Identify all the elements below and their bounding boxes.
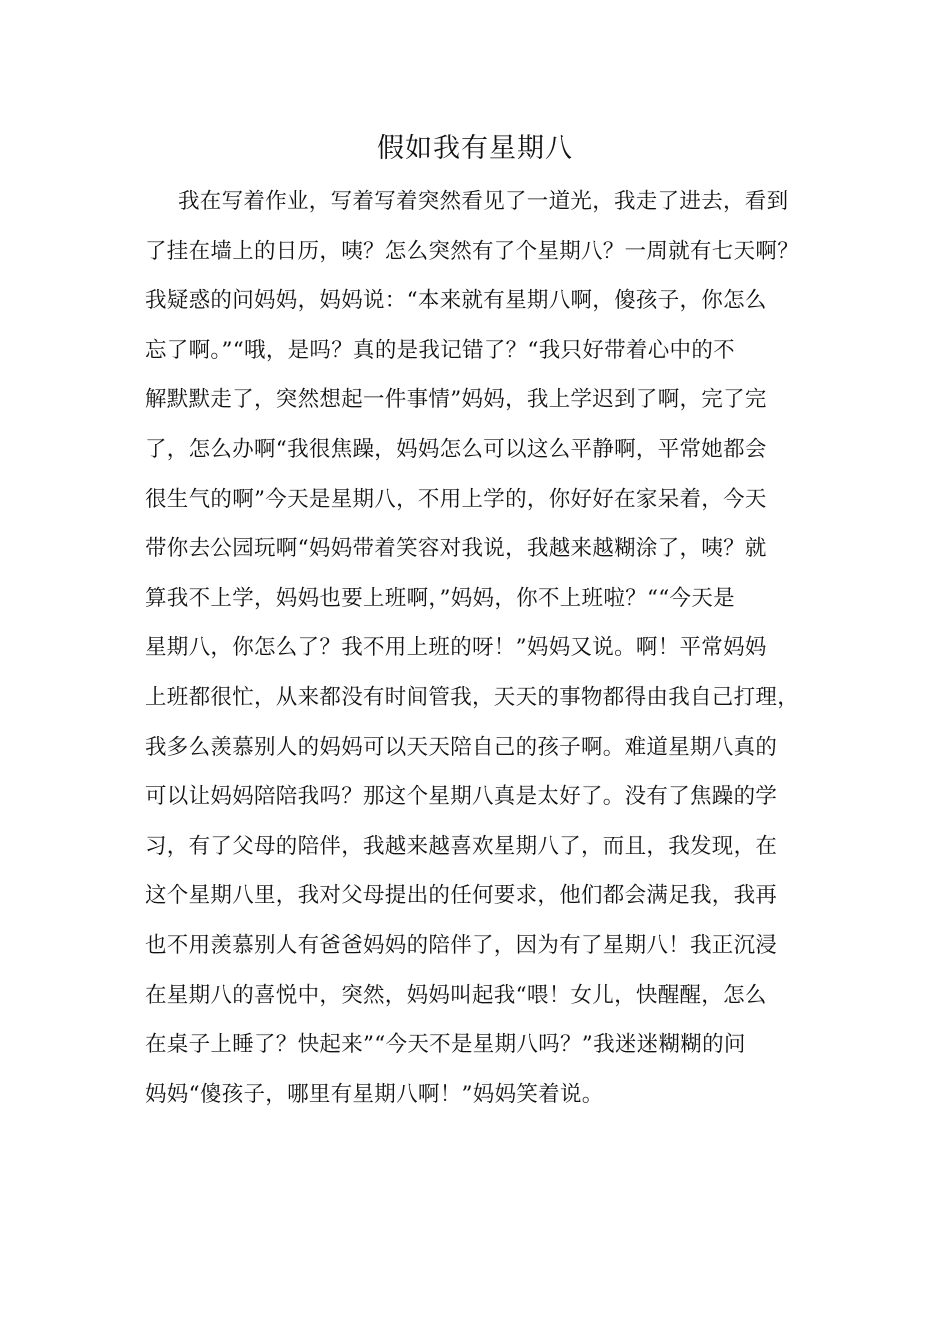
body-line: 我疑惑的问妈妈，妈妈说：“本来就有星期八啊，傻孩子，你怎么 — [145, 288, 767, 314]
body-line: 可以让妈妈陪陪我吗？那这个星期八真是太好了。没有了焦躁的学 — [145, 784, 778, 810]
body-line: 习，有了父母的陪伴，我越来越喜欢星期八了，而且，我发现，在 — [145, 833, 778, 859]
body-line: 在星期八的喜悦中，突然，妈妈叫起我“喂！女儿，快醒醒，怎么 — [145, 982, 767, 1008]
body-line: 上班都很忙，从来都没有时间管我，天天的事物都得由我自己打理， — [145, 684, 800, 710]
body-line: 我多么羡慕别人的妈妈可以天天陪自己的孩子啊。难道星期八真的 — [145, 734, 778, 760]
body-line: 解默默走了，突然想起一件事情”妈妈，我上学迟到了啊，完了完 — [145, 387, 767, 413]
document-title: 假如我有星期八 — [377, 133, 573, 164]
body-line: 了，怎么办啊“我很焦躁，妈妈怎么可以这么平静啊，平常她都会 — [145, 436, 767, 462]
body-line: 妈妈“傻孩子，哪里有星期八啊！”妈妈笑着说。 — [145, 1081, 604, 1107]
body-line: 带你去公园玩啊“妈妈带着笑容对我说，我越来越糊涂了，咦？就 — [145, 536, 767, 562]
body-line: 星期八，你怎么了？我不用上班的呀！”妈妈又说。啊！平常妈妈 — [145, 635, 767, 661]
body-line: 算我不上学，妈妈也要上班啊，”妈妈，你不上班啦？““今天是 — [145, 585, 735, 611]
body-line: 了挂在墙上的日历，咦？怎么突然有了个星期八？一周就有七天啊？ — [145, 238, 800, 264]
body-line: 这个星期八里，我对父母提出的任何要求，他们都会满足我，我再 — [145, 883, 778, 909]
body-line: 很生气的啊”今天是星期八，不用上学的，你好好在家呆着，今天 — [145, 486, 767, 512]
body-line: 在桌子上睡了？快起来”“今天不是星期八吗？”我迷迷糊糊的问 — [145, 1032, 746, 1058]
document-body — [145, 184, 845, 1126]
body-line: 忘了啊。”“哦，是吗？真的是我记错了？“我只好带着心中的不 — [145, 337, 735, 363]
body-line: 也不用羡慕别人有爸爸妈妈的陪伴了，因为有了星期八！我正沉浸 — [145, 932, 778, 958]
body-line: 我在写着作业，写着写着突然看见了一道光，我走了进去，看到 — [178, 189, 789, 214]
